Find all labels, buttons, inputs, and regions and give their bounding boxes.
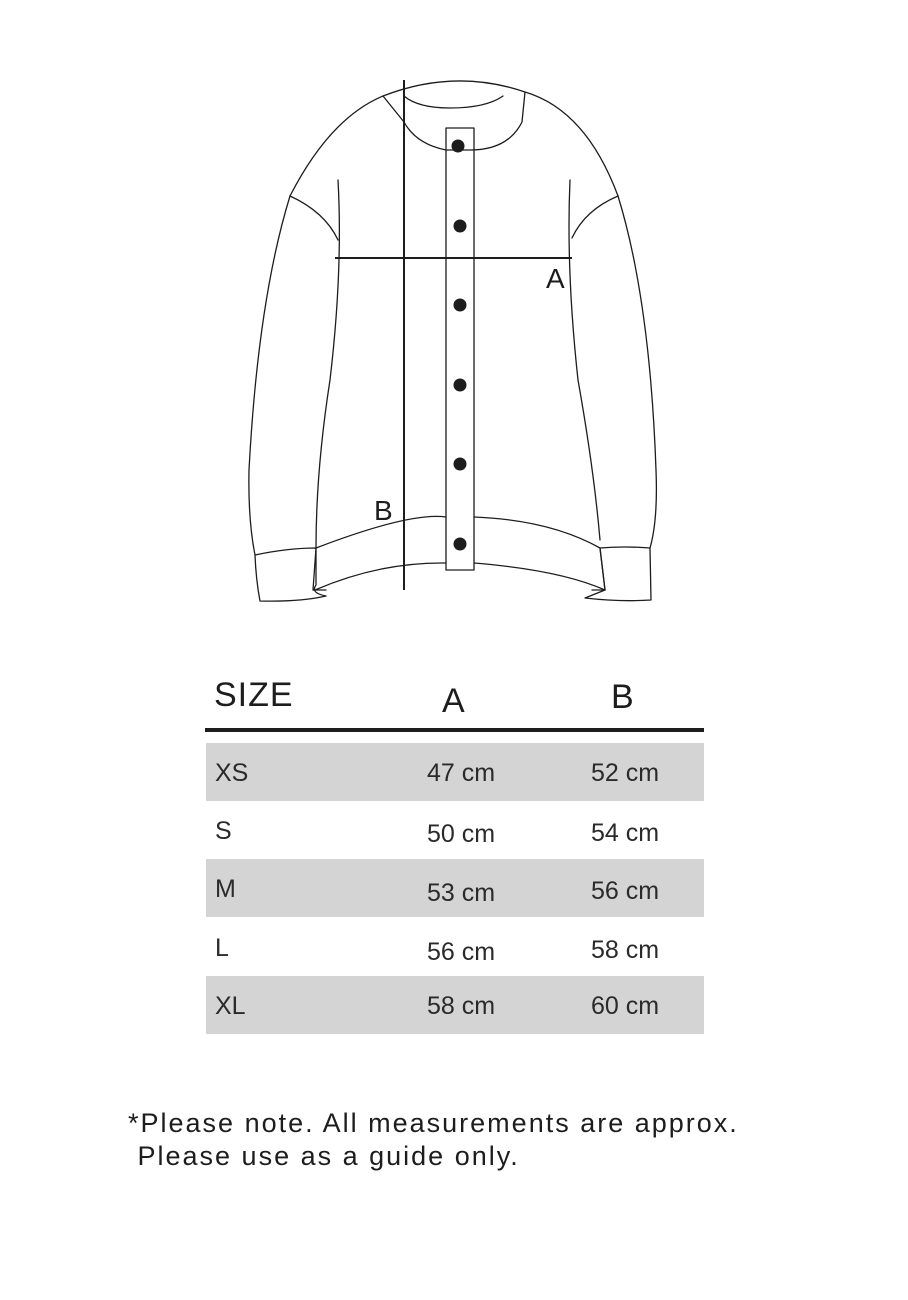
measure-a-cell: 50 cm (427, 820, 496, 848)
size-cell: S (215, 817, 232, 845)
note-line-2: Please use as a guide only. (128, 1141, 520, 1171)
left-shoulder (290, 96, 383, 196)
size-cell: XS (215, 759, 249, 787)
table-row (206, 801, 704, 859)
right-cuff (585, 547, 651, 601)
measure-b-cell: 60 cm (591, 992, 660, 1020)
right-shoulder (525, 92, 618, 196)
left-armhole (290, 196, 338, 240)
neckline (404, 96, 503, 108)
header-a: A (442, 682, 466, 720)
button-4 (454, 379, 467, 392)
button-2 (454, 220, 467, 233)
hem-bottom-right (474, 563, 605, 590)
right-sleeve-outer (618, 196, 656, 548)
table-row (206, 918, 704, 976)
header-rule (205, 728, 704, 732)
measure-a-cell: 53 cm (427, 879, 496, 907)
header-size: SIZE (214, 676, 294, 714)
measure-a-cell: 58 cm (427, 992, 496, 1020)
button-placket (446, 128, 474, 570)
measure-b-cell: 58 cm (591, 936, 660, 964)
size-cell: M (215, 875, 236, 903)
header-b: B (611, 678, 635, 716)
table-row (206, 743, 704, 801)
button-3 (454, 299, 467, 312)
measure-a-cell: 56 cm (427, 938, 496, 966)
size-cell: XL (215, 992, 246, 1020)
button-6 (454, 538, 467, 551)
measure-a-cell: 47 cm (427, 759, 496, 787)
diagram-label-a: A (546, 263, 565, 294)
measure-b-cell: 52 cm (591, 759, 660, 787)
size-cell: L (215, 934, 229, 962)
table-row (206, 976, 704, 1034)
hem-top-right (474, 517, 600, 548)
diagram-label-b: B (374, 495, 393, 526)
left-sleeve-outer (249, 196, 290, 555)
table-row (206, 859, 704, 917)
cardigan-diagram (0, 0, 908, 640)
button-1 (452, 140, 465, 153)
button-5 (454, 458, 467, 471)
measure-b-cell: 54 cm (591, 819, 660, 847)
note-line-1: *Please note. All measurements are approx. (128, 1108, 739, 1138)
hem-bottom (315, 563, 446, 590)
right-armhole (572, 196, 618, 238)
left-cuff (255, 548, 326, 601)
measure-b-cell: 56 cm (591, 877, 660, 905)
